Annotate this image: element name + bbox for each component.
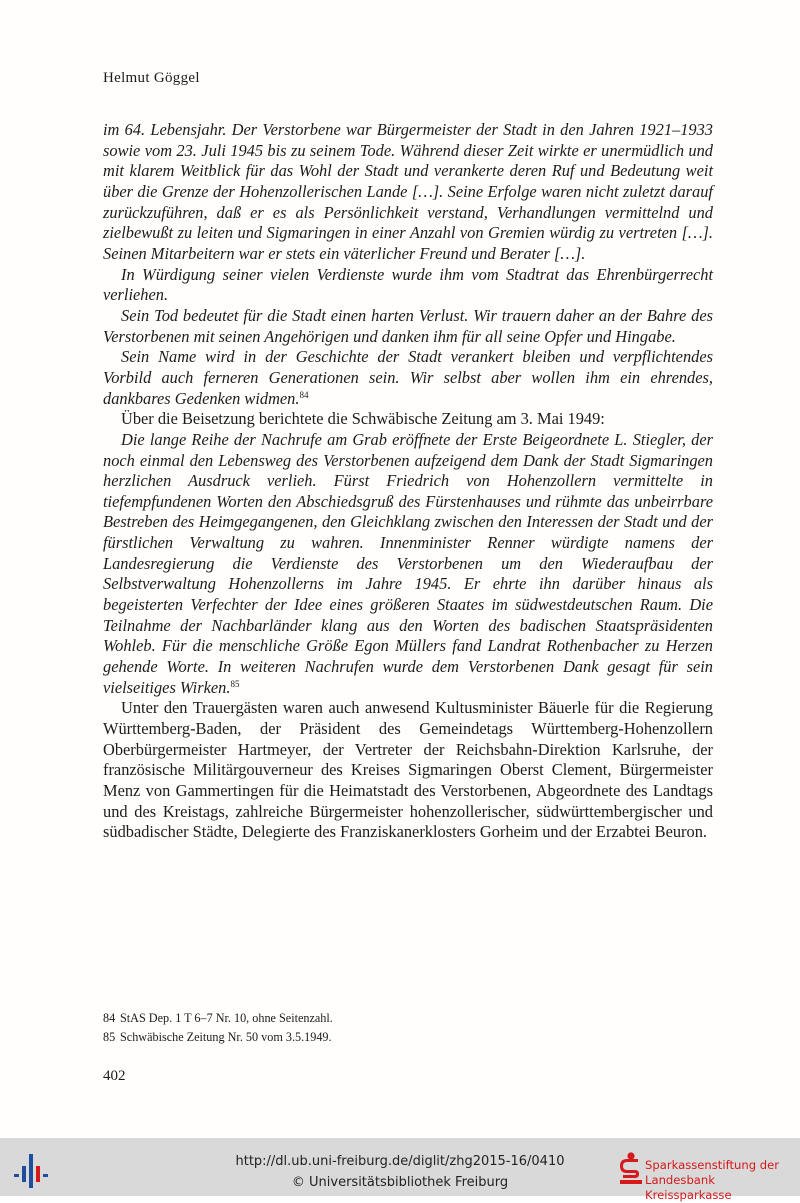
sponsor-line-1: Sparkassenstiftung der xyxy=(645,1158,779,1172)
quote-paragraph-2: In Würdigung seiner vielen Verdienste wurde ihm vom Stadtrat das Ehrenbürgerrecht verliehen. xyxy=(103,264,713,305)
quote-paragraph-1: im 64. Lebensjahr. Der Verstorbene war Bürgermeister der Stadt in den Jahren 1921–1933 sowie vom 23. Juli 1945 bis zu seinem Tode. Während dieser Zeit wirkte er unermüdlich und mit klarem Weitblick für das Wohl der Stadt und verankerte deren Ruf und Bedeutung weit über die Grenze der Hohenzollerischen Lande […]. Seine Erfolge waren nicht zuletzt darauf zurückzuführen, daß er es als Persönlichkeit verstand, Verhandlungen vermittelnd und zielbewußt zu leiten und Sigmaringen in einer Anzahl von Gremien würdig zu vertreten […]. Seinen Mitarbeitern war er stets ein väterlicher Freund und Berater […]. xyxy=(103,120,713,263)
footnote-text: Schwäbische Zeitung Nr. 50 vom 3.5.1949. xyxy=(120,1030,332,1044)
sponsor-name xyxy=(645,1158,795,1203)
permalink-url[interactable]: http://dl.ub.uni-freiburg.de/diglit/zhg2015-16/0410 xyxy=(235,1154,565,1169)
footnote-number: 84 xyxy=(103,1011,116,1025)
quote-paragraph-report xyxy=(103,430,713,699)
quote-paragraph-4-text: Sein Name wird in der Geschichte der Stadt verankert bleiben und verpflichtendes Vorbild auch ferneren Generationen sein. Wir selbst aber wollen ihm ein ehrendes, dankbares Gedenken widmen. xyxy=(103,347,713,408)
running-header-author: Helmut Göggel xyxy=(103,70,200,86)
footnote-ref-85[interactable]: 85 xyxy=(230,678,240,689)
footnote-85 xyxy=(103,1028,333,1047)
footnote-text: StAS Dep. 1 T 6–7 Nr. 10, ohne Seitenzahl. xyxy=(120,1011,333,1025)
quote-paragraph-3: Sein Tod bedeutet für die Stadt einen harten Verlust. Wir trauern daher an der Bahre des Verstorbenen mit seinen Angehörigen und danken ihm für all seine Opfer und Hingabe. xyxy=(103,305,713,346)
sparkasse-logo-icon[interactable] xyxy=(620,1152,642,1184)
footnotes xyxy=(103,1009,333,1047)
footnote-number: 85 xyxy=(103,1030,116,1044)
footnote-84 xyxy=(103,1009,333,1028)
body-text xyxy=(103,120,713,843)
copyright-notice: © Universitätsbibliothek Freiburg xyxy=(291,1175,509,1190)
viewer-footer xyxy=(0,1138,800,1202)
footnote-ref-84[interactable]: 84 xyxy=(299,389,309,400)
mourners-paragraph: Unter den Trauergästen waren auch anwesend Kultusminister Bäuerle für die Regierung Württemberg-Baden, der Präsident des Gemeindetags Württemberg-Hohenzollern Oberbürgermeister Hartmeyer, der Vertreter der Reichsbahn-Direktion Karlsruhe, der französische Militärgouverneur des Kreises Sigmaringen Oberst Clement, Bürgermeister Menz von Gammertingen für die Heimatstadt des Verstorbenen, Abgeordnete des Landtags und des Kreistags, zahlreiche Bürgermeister hohenzollerischer, südwürttembergischer und südbadischer Städte, Delegierte des Franziskanerklosters Gorheim und der Erzabtei Beuron. xyxy=(103,698,713,842)
quote-paragraph-4 xyxy=(103,347,713,409)
report-intro-paragraph: Über die Beisetzung berichtete die Schwäbische Zeitung am 3. Mai 1949: xyxy=(121,409,605,429)
page-number: 402 xyxy=(103,1068,126,1084)
sponsor-line-2: Landesbank Kreissparkasse xyxy=(645,1173,732,1202)
quote-paragraph-report-text: Die lange Reihe der Nachrufe am Grab eröffnete der Erste Beigeordnete L. Stiegler, der noch einmal den Lebensweg des Verstorbenen aufzeigend dem Dank der Stadt Sigmaringen herzlichen Ausdruck verlieh. Fürst Friedrich von Hohenzollern vermittelte in tiefempfundenen Worten den Abschiedsgruß des Fürstenhauses und rühmte das unbeirrbare Bestreben des Heimgegangenen, den Gleichklang zwischen den Interessen der Stadt und der fürstlichen Verwaltung zu wahren. Innenminister Renner würdigte namens der Landesregierung die Verdienste des Verstorbenen um den Wiederaufbau der Selbstverwaltung Hohenzollerns im Jahre 1945. Er ehrte ihn darüber hinaus als begeisterten Verfechter der Idee eines größeren Staates im südwestdeutschen Raum. Die Teilnahme der Nachbarländer klang aus den Worten des badischen Staatspräsidenten Wohleb. Für die menschliche Größe Egon Müllers fand Landrat Rothenbacher zu Herzen gehende Worte. In weiteren Nachrufen wurde dem Verstorbenen Dank gesagt für sein vielseitiges Wirken. xyxy=(103,429,713,697)
